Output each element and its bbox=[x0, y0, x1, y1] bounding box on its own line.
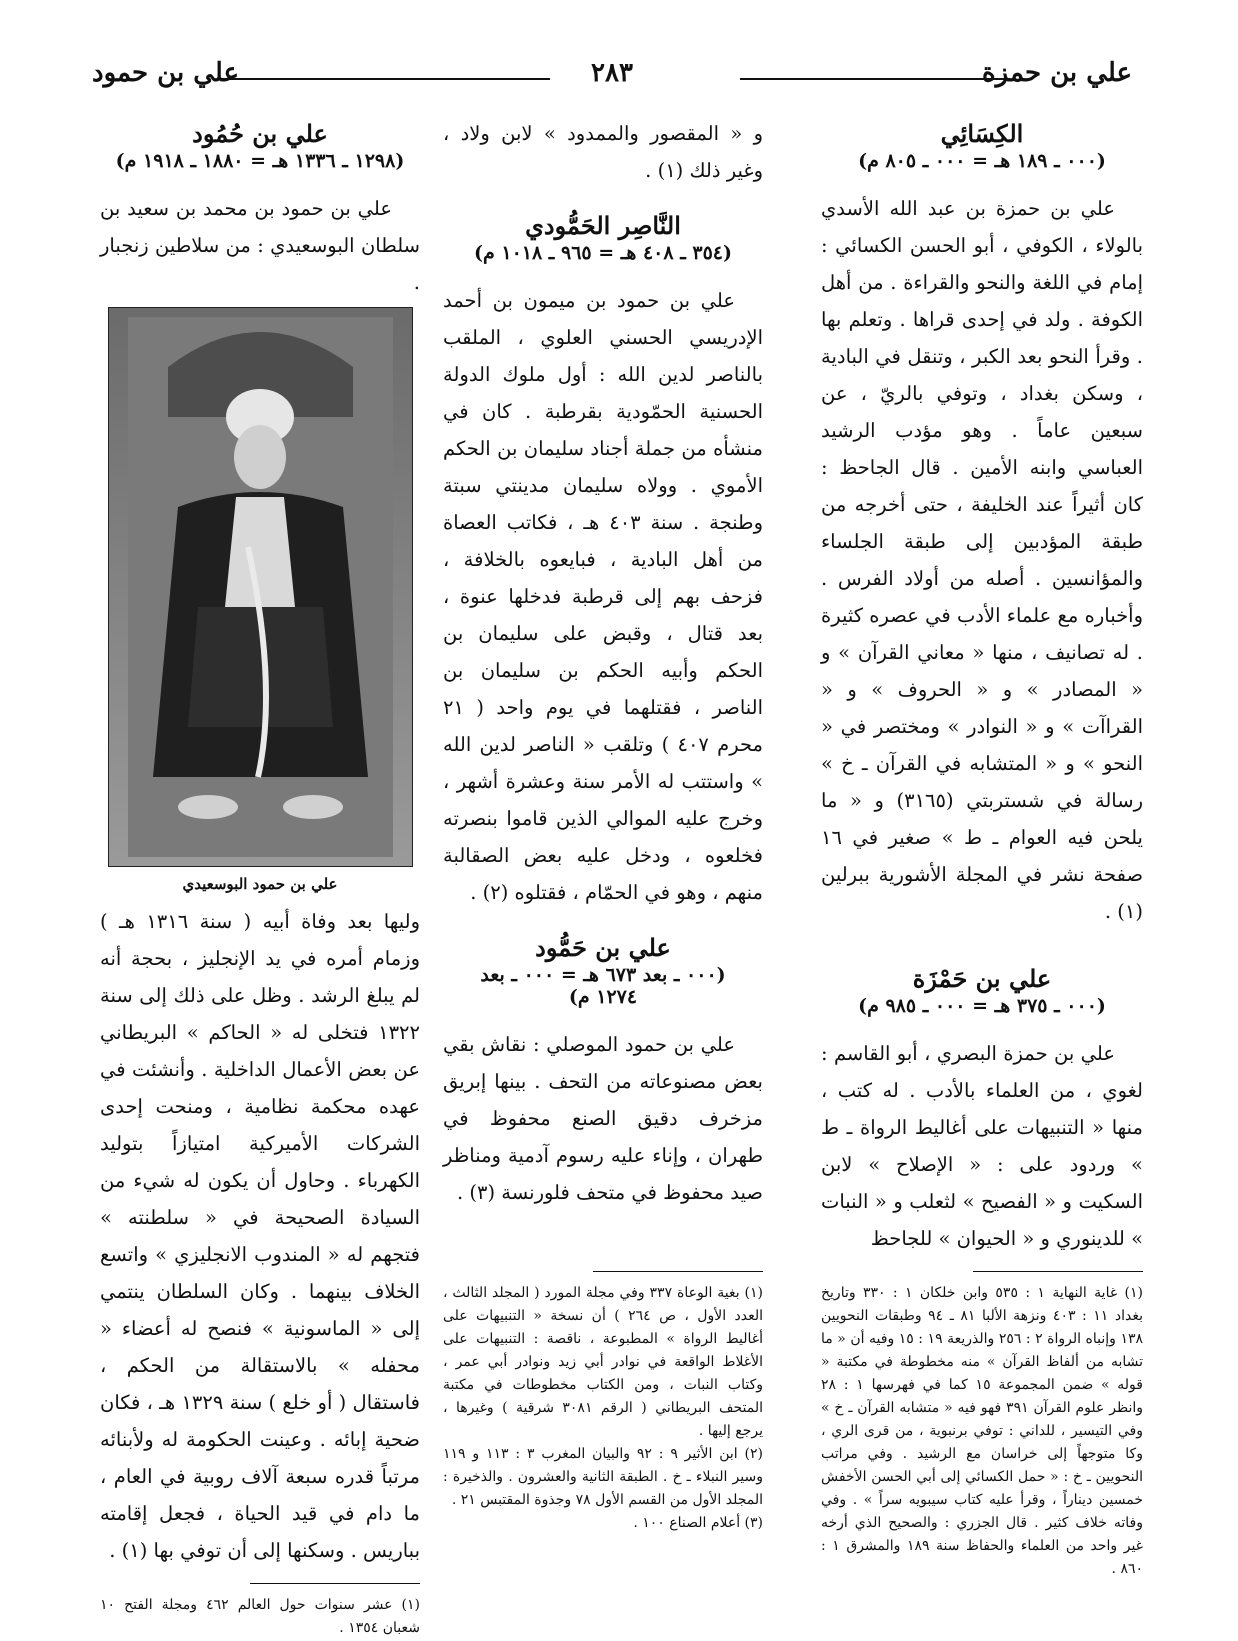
continuation-text bbox=[443, 115, 763, 189]
running-title-right: علي بن حمزة bbox=[982, 58, 1132, 88]
entry-body-ali-hammud-busaidi bbox=[100, 903, 420, 1569]
entry-dates-ali-hammud-busaidi: (١٢٩٨ ـ ١٣٣٦ هـ = ١٨٨٠ ـ ١٩١٨ م) bbox=[115, 150, 405, 172]
portrait-caption: علي بن حمود البوسعيدي bbox=[182, 875, 338, 893]
entry-title-kisai: الكِسَائِي bbox=[940, 119, 1024, 148]
footnotes-left bbox=[100, 1594, 420, 1640]
footnote-separator bbox=[593, 1271, 763, 1272]
entry-dates-ali-hamza: (٠٠٠ ـ ٣٧٥ هـ = ٠٠٠ ـ ٩٨٥ م) bbox=[858, 995, 1106, 1017]
entry-dates-ali-hammud-mosuli-1: (٠٠٠ ـ بعد ٦٧٣ هـ = ٠٠٠ ـ بعد bbox=[480, 964, 726, 986]
column-middle bbox=[443, 115, 763, 1535]
running-title-left: علي بن حمود bbox=[92, 58, 240, 88]
entry-body-kisai bbox=[821, 190, 1143, 930]
entry-dates-ali-hammud-mosuli-2: ١٢٧٤ م) bbox=[568, 986, 638, 1008]
entry-title-nasir: النَّاصِر الحَمُّودي bbox=[525, 211, 681, 240]
entry-intro-ali-hammud-busaidi bbox=[100, 190, 420, 301]
header-rule-left bbox=[220, 78, 550, 80]
page-header bbox=[92, 58, 1132, 98]
footnote-left-1: (١) عشر سنوات حول العالم ٤٦٢ ومجلة الفتح ١٠ شعبان ١٣٥٤ . bbox=[100, 1597, 420, 1636]
entry-text-kisai: علي بن حمزة بن عبد الله الأسدي بالولاء ، الكوفي ، أبو الحسن الكسائي : إمام في اللغة والنحو والقراءة . من أهل الكوفة . ولد في إحدى قراها . وتعلم بها . وقرأ النحو بعد الكبر ، وتنقل في البادية ، وسكن بغداد ، وتوفي بالريّ ، عن سبعين عاماً . وهو مؤدب الرشيد العباسي وابنه الأمين . قال الجاحظ : كان أثيراً عند الخليفة ، حتى أخرجه من طبقة المؤدبين إلى طبقة الجلساء والمؤانسين . أصله من أولاد الفرس . وأخباره مع علماء الأدب في عصره كثيرة . له تصانيف ، منها « معاني القرآن » و « المصادر » و « الحروف » و « القراآت » و « النوادر » ومختصر في « النحو » و « المتشابه في القرآن ـ خ » رسالة في شستربتي (٣١٦٥) و « ما يلحن فيه العوام ـ ط » صغير في ١٦ صفحة نشر في المجلة الأشورية ببرلين (١) . bbox=[821, 197, 1143, 923]
header-rule-right bbox=[740, 78, 1010, 80]
column-right bbox=[821, 115, 1143, 1581]
entry-intro-text: علي بن حمود بن محمد بن سعيد بن سلطان البوسعيدي : من سلاطين زنجبار . bbox=[100, 197, 420, 294]
entry-title-ali-hammud-busaidi: علي بن حُمُود bbox=[192, 119, 328, 148]
entry-dates-kisai: (٠٠٠ ـ ١٨٩ هـ = ٠٠٠ ـ ٨٠٥ م) bbox=[858, 150, 1106, 172]
footnote-middle-3: (٣) أعلام الصناع ١٠٠ . bbox=[633, 1515, 763, 1531]
entry-text-ali-hammud-mosuli: علي بن حمود الموصلي : نقاش بقي بعض مصنوعاته من التحف . بينها إبريق مزخرف دقيق الصنع محفوظ في طهران ، وإناء عليه رسوم آدمية ومناظر صيد محفوظ في متحف فلورنسة (٣) . bbox=[443, 1033, 763, 1204]
entry-text-nasir: علي بن حمود بن ميمون بن أحمد الإدريسي الحسني العلوي ، الملقب بالناصر لدين الله : أول ملوك الدولة الحسنية الحمّودية بقرطبة . كان في منشأه من جملة أجناد سليمان بن الحكم الأموي . وولاه سليمان مدينتي سبتة وطنجة . سنة ٤٠٣ هـ ، فكاتب العصاة من أهل البادية ، فبايعوه بالخلافة ، فزحف بهم إلى قرطبة فدخلها عنوة ، بعد قتال ، وقبض على سليمان بن الحكم وأبيه الحكم بن سليمان بن الناصر ، فقتلهما في يوم واحد ( ٢١ محرم ٤٠٧ ) وتلقب « الناصر لدين الله » واستتب له الأمر سنة وعشرة أشهر ، وخرج عليه الموالي الذين قاموا بنصرته فخلعوه ، ودخل عليه بعض الصقالبة منهم ، وهو في الحمّام ، فقتلوه (٢) . bbox=[443, 289, 763, 904]
entry-text-ali-hamza: علي بن حمزة البصري ، أبو القاسم : لغوي ، من العلماء بالأدب . له كتب ، منها « التنبيهات على أغاليط الرواة ـ ط » وردود على : « الإصلاح » لابن السكيت و « الفصيح » لثعلب و « النبات » للدينوري و « الحيوان » للجاحظ bbox=[821, 1042, 1143, 1250]
footnote-middle-2: (٢) ابن الأثير ٩ : ٩٢ والبيان المغرب ٣ : ١١٣ و ١١٩ وسير النبلاء ـ خ . الطبقة الثانية والعشرون . والذخيرة : المجلد الأول من القسم الأول ٧٨ وجذوة المقتبس ٢١ . bbox=[443, 1446, 763, 1508]
footnote-right-1: (١) غاية النهاية ١ : ٥٣٥ وابن خلكان ١ : ٣٣٠ وتاريخ بغداد ١١ : ٤٠٣ ونزهة الألبا ٨١ ـ ٩٤ وطبقات النحويين ١٣٨ وإنباه الرواة ٢ : ٢٥٦ والذريعة ١٩ : ١٥ وفيه أن « ما تشابه من ألفاظ القرآن » منه مخطوطة في مكتبة « قوله » ضمن المجموعة ١٥ كما في فهرسها ١ : ٢٨ وانظر علوم القرآن ٣٩١ فهو فيه « متشابه القرآن ـ خ » وفي التيسير ، للداني : توفي برنبوية ، من قرى الري ، وكا متوجهاً إلى خراسان مع الرشيد . وفي مراتب النحويين ـ خ : « حمل الكسائي إلى أبي الحسن الأخفش خمسين ديناراً ، وقرأ عليه كتاب سيبويه سراً » . وفي وفاته خلاف كثير . قال الجزري : والصحيح الذي أرخه غير واحد من العلماء والحفاظ سنة ١٨٩ والمشرق ١ : ٨٦٠ . bbox=[821, 1285, 1143, 1577]
entry-text-ali-hammud-busaidi: وليها بعد وفاة أبيه ( سنة ١٣١٦ هـ ) وزمام أمره في يد الإنجليز ، بحجة أنه لم يبلغ الرشد . وظل على ذلك إلى سنة ١٣٢٢ فتخلى له « الحاكم » البريطاني عن بعض الأعمال الداخلية . وأنشئت في عهده محكمة نظامية ، ومنحت إحدى الشركات الأميركية امتيازاً بتوليد الكهرباء . وحاول أن يكون له شيء من السيادة الصحيحة في « سلطنته » فتجهم له « المندوب الانجليزي » واتسع الخلاف بينهما . وكان السلطان ينتمي إلى « الماسونية » فنصح له أعضاء « محفله » بالاستقالة من الحكم ، فاستقال ( أو خلع ) سنة ١٣٢٩ هـ ، فكان ضحية إبائه . وعينت الحكومة له ولأبنائه مرتباً قدره سبعة آلاف روبية في العام ، ما دام في قيد الحياة ، فجعل إقامته بباريس . وسكنها إلى أن توفي بها (١) . bbox=[100, 910, 420, 1562]
footnote-separator bbox=[250, 1583, 420, 1584]
footnotes-middle bbox=[443, 1282, 763, 1535]
column-left bbox=[100, 115, 420, 1640]
footnote-middle-1: (١) بغية الوعاة ٣٣٧ وفي مجلة المورد ( المجلد الثالث ، العدد الأول ، ص ٢٦٤ ) أن نسخة « التنبيهات على أغاليط الرواة » المطبوعة ، ناقصة : التنبيهات على الأغلاط الواقعة في نوادر أبي زيد ونوادر أبي عمر ، وكتاب النبات ، ومن الكتاب مخطوطات في مكتبة المتحف البريطاني ( الرقم ٣٠٨١ شرقية ) وغيرها ، يرجع إليها . bbox=[443, 1285, 763, 1439]
footnote-separator bbox=[973, 1271, 1143, 1272]
continuation-paragraph: و « المقصور والممدود » لابن ولاد ، وغير ذلك (١) . bbox=[443, 122, 763, 182]
page-number: ٢٨٣ bbox=[591, 58, 633, 88]
footnotes-right bbox=[821, 1282, 1143, 1581]
entry-body-ali-hammud-mosuli bbox=[443, 1026, 763, 1211]
entry-body-ali-hamza bbox=[821, 1035, 1143, 1257]
entry-dates-nasir: (٣٥٤ ـ ٤٠٨ هـ = ٩٦٥ ـ ١٠١٨ م) bbox=[473, 242, 733, 264]
entry-title-ali-hamza: علي بن حَمْزَة bbox=[912, 964, 1052, 993]
entry-body-nasir bbox=[443, 282, 763, 911]
entry-title-ali-hammud-mosuli: علي بن حَمُّود bbox=[535, 933, 671, 962]
portrait-photo bbox=[108, 307, 413, 867]
